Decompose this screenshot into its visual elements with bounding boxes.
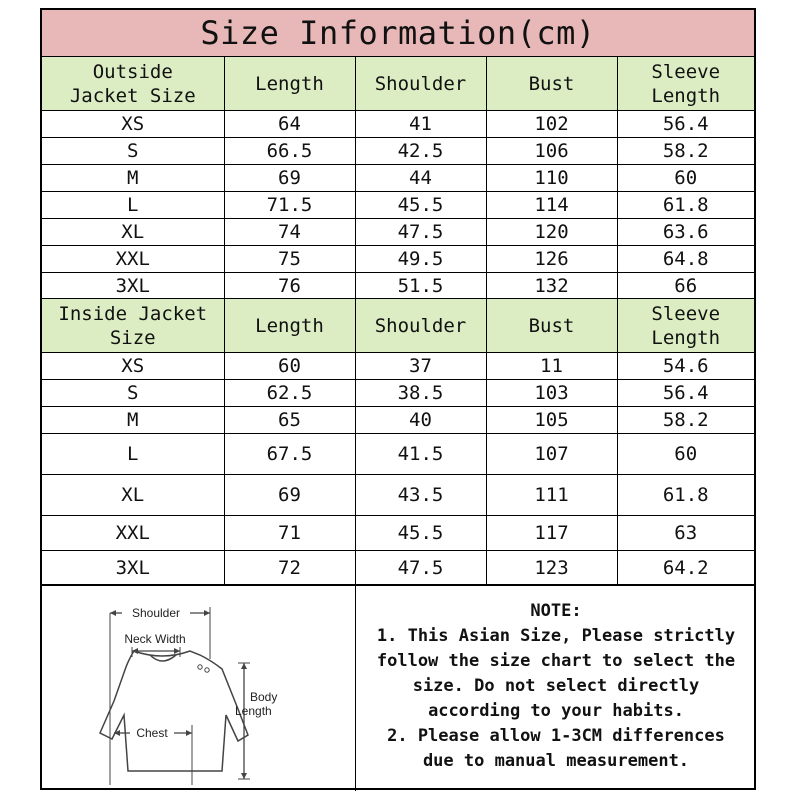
value-cell: 69 (224, 165, 355, 192)
table-row (42, 551, 754, 586)
table-row (42, 434, 754, 475)
value-cell: 43.5 (355, 475, 486, 516)
size-cell: 3XL (42, 273, 224, 300)
value-cell: 60 (617, 434, 754, 475)
note-line: according to your habits. (428, 701, 684, 721)
inside-header-row (42, 299, 754, 353)
table-row (42, 138, 754, 165)
value-cell: 71.5 (224, 192, 355, 219)
value-cell: 103 (486, 380, 617, 407)
value-cell: 41.5 (355, 434, 486, 475)
value-cell: 47.5 (355, 551, 486, 586)
table-row (42, 273, 754, 300)
value-cell: 63.6 (617, 219, 754, 246)
value-cell: 42.5 (355, 138, 486, 165)
note-line: 2. Please allow 1-3CM differences (387, 726, 725, 746)
body-length-label-1: Body (250, 690, 278, 704)
value-cell: 66 (617, 273, 754, 300)
value-cell: 49.5 (355, 246, 486, 273)
value-cell: 111 (486, 475, 617, 516)
value-cell: 105 (486, 407, 617, 434)
outside-jacket-table (42, 56, 754, 300)
size-cell: S (42, 380, 224, 407)
value-cell: 45.5 (355, 516, 486, 551)
note-line: due to manual measurement. (422, 751, 690, 771)
value-cell: 37 (355, 353, 486, 380)
value-cell: 64 (224, 111, 355, 138)
size-cell: XL (42, 219, 224, 246)
info-section (42, 584, 754, 791)
size-chart (40, 8, 756, 790)
value-cell: 38.5 (355, 380, 486, 407)
inside-header-cell: Length (224, 299, 355, 353)
jacket-illustration (42, 585, 355, 791)
value-cell: 51.5 (355, 273, 486, 300)
value-cell: 102 (486, 111, 617, 138)
table-row (42, 380, 754, 407)
value-cell: 61.8 (617, 475, 754, 516)
table-row (42, 407, 754, 434)
size-cell: M (42, 165, 224, 192)
value-cell: 45.5 (355, 192, 486, 219)
size-cell: XS (42, 111, 224, 138)
value-cell: 54.6 (617, 353, 754, 380)
value-cell: 11 (486, 353, 617, 380)
note-line: 1. This Asian Size, Please strictly (376, 626, 736, 646)
measurement-diagram (42, 585, 355, 791)
outside-header-cell: Bust (486, 57, 617, 111)
shoulder-label: Shoulder (131, 606, 181, 620)
value-cell: 56.4 (617, 380, 754, 407)
table-row (42, 353, 754, 380)
value-cell: 126 (486, 246, 617, 273)
inside-header-cell: Bust (486, 299, 617, 353)
table-row (42, 475, 754, 516)
value-cell: 74 (224, 219, 355, 246)
value-cell: 62.5 (224, 380, 355, 407)
value-cell: 63 (617, 516, 754, 551)
value-cell: 75 (224, 246, 355, 273)
note-text (356, 585, 756, 791)
size-cell: L (42, 192, 224, 219)
note-heading: NOTE: (530, 601, 582, 621)
outside-header-cell: Length (224, 57, 355, 111)
value-cell: 61.8 (617, 192, 754, 219)
table-row (42, 192, 754, 219)
outside-header-cell: Shoulder (355, 57, 486, 111)
inside-header-cell: Shoulder (355, 299, 486, 353)
value-cell: 64.8 (617, 246, 754, 273)
value-cell: 120 (486, 219, 617, 246)
value-cell: 123 (486, 551, 617, 586)
value-cell: 114 (486, 192, 617, 219)
value-cell: 44 (355, 165, 486, 192)
outside-header-cell: Outside Jacket Size (42, 57, 224, 111)
size-cell: XXL (42, 246, 224, 273)
value-cell: 60 (224, 353, 355, 380)
chart-title: Size Information(cm) (42, 10, 754, 57)
value-cell: 72 (224, 551, 355, 586)
inside-header-cell: Sleeve Length (617, 299, 754, 353)
table-row (42, 111, 754, 138)
value-cell: 71 (224, 516, 355, 551)
table-row (42, 516, 754, 551)
note-line: size. Do not select directly (412, 676, 700, 696)
size-cell: S (42, 138, 224, 165)
size-cell: XXL (42, 516, 224, 551)
value-cell: 69 (224, 475, 355, 516)
table-row (42, 165, 754, 192)
inside-jacket-table (42, 298, 754, 586)
value-cell: 132 (486, 273, 617, 300)
outside-header-cell: Sleeve Length (617, 57, 754, 111)
value-cell: 64.2 (617, 551, 754, 586)
note-line: follow the size chart to select the (376, 651, 736, 671)
value-cell: 47.5 (355, 219, 486, 246)
size-cell: 3XL (42, 551, 224, 586)
inside-header-cell: Inside Jacket Size (42, 299, 224, 353)
value-cell: 60 (617, 165, 754, 192)
value-cell: 67.5 (224, 434, 355, 475)
neck-width-label: Neck Width (124, 632, 186, 646)
value-cell: 40 (355, 407, 486, 434)
table-row (42, 246, 754, 273)
size-cell: M (42, 407, 224, 434)
value-cell: 107 (486, 434, 617, 475)
size-cell: L (42, 434, 224, 475)
size-cell: XL (42, 475, 224, 516)
value-cell: 56.4 (617, 111, 754, 138)
value-cell: 66.5 (224, 138, 355, 165)
value-cell: 58.2 (617, 138, 754, 165)
outside-header-row (42, 57, 754, 111)
size-cell: XS (42, 353, 224, 380)
body-length-label-2: Length (235, 704, 272, 718)
value-cell: 110 (486, 165, 617, 192)
value-cell: 41 (355, 111, 486, 138)
value-cell: 117 (486, 516, 617, 551)
table-row (42, 219, 754, 246)
value-cell: 65 (224, 407, 355, 434)
chest-label: Chest (136, 726, 168, 740)
value-cell: 76 (224, 273, 355, 300)
value-cell: 106 (486, 138, 617, 165)
value-cell: 58.2 (617, 407, 754, 434)
sweater-outline-icon (100, 651, 248, 771)
